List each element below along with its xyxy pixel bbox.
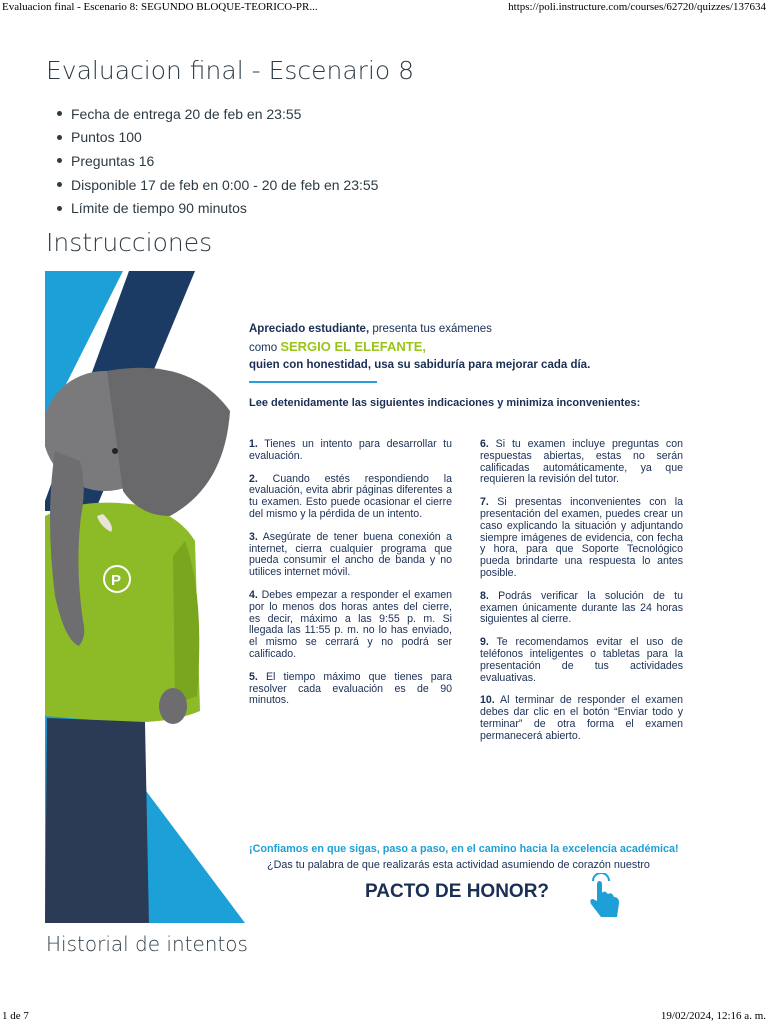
quiz-detail-points: Puntos 100 [46,126,378,150]
print-datetime: 19/02/2024, 12:16 a. m. [660,1010,766,1022]
rule-item: 3. Asegúrate de tener buena conexión a internet, cierra cualquier programa que pueda consumir el ancho de banda y no utilices internet móvil. [249,530,452,579]
print-page-title: Evaluacion final - Escenario 8: SEGUNDO BLOQUE-TEORICO-PR... [2,1,318,13]
instructions-banner [45,271,705,923]
rule-item: 4. Debes empezar a responder el examen por lo menos dos horas antes del cierre, es decir, máximo a las 9:55 p. m. Si llegada las 11:55 p. m. no lo has enviado, el mismo se cerrará y no podrá ser calificado. [249,588,452,660]
rule-item: 8. Podrás verificar la solución de tu examen únicamente durante las 24 horas siguientes al cierre. [480,589,683,626]
rule-item: 9. Te recomendamos evitar el uso de teléfonos inteligentes o tabletas para la presentación de tus actividades evaluativas. [480,636,683,684]
pointing-hand-icon [583,873,623,919]
print-url[interactable]: https://poli.instructure.com/courses/62720/quizzes/137634 [508,1,766,13]
honor-pact-title: PACTO DE HONOR? [365,881,550,902]
rules-column-right [480,439,683,754]
banner-word-text: ¿Das tu palabra de que realizarás esta actividad asumiendo de corazón nuestro [267,859,650,871]
quiz-details-list [46,102,378,220]
attempt-history-heading: Historial de intentos [46,932,248,956]
rule-item: 5. El tiempo máximo que tienes para resolver cada evaluación es de 90 minutos. [249,670,452,707]
rules-column-left [249,439,452,718]
banner-lead: Lee detenidamente las siguientes indicaciones y minimiza inconvenientes: [249,397,641,409]
quiz-detail-questions: Preguntas 16 [46,149,378,173]
banner-intro: Apreciado estudiante, presenta tus exámenes como SERGIO EL ELEFANTE, quien con honestidad, usa su sabiduría para mejorar cada día. [249,323,591,371]
elephant-mascot-icon [45,366,245,923]
rule-item: 10. Al terminar de responder el examen debes dar clic en el botón “Enviar todo y terminar” de otra forma el examen permanecerá abierto. [480,694,683,742]
banner-confidence-text: ¡Confiamos en que sigas, paso a paso, en el camino hacia la excelencia académica! [249,843,679,855]
hoodie-logo: P [111,572,122,589]
rule-item: 6. Si tu examen incluye preguntas con respuestas abiertas, estas no serán calificadas automáticamente, ya que requieren la revisión del tutor. [480,438,683,486]
rule-item: 1. Tienes un intento para desarrollar tu evaluación. [249,438,452,462]
mascot-name: SERGIO EL ELEFANTE, [280,339,427,354]
banner-divider [249,381,377,383]
rule-item: 2. Cuando estés respondiendo la evaluación, evita abrir páginas diferentes a tu examen. Esto puede ocasionar el cierre del mismo y la pérdida de un intento. [249,472,452,520]
quiz-detail-time-limit: Límite de tiempo 90 minutos [46,196,378,220]
quiz-detail-due-date: Fecha de entrega 20 de feb en 23:55 [46,102,378,126]
quiz-title: Evaluacion final - Escenario 8 [46,56,415,85]
print-header [0,1,768,17]
page-counter: 1 de 7 [2,1010,29,1022]
quiz-detail-available: Disponible 17 de feb en 0:00 - 20 de feb en 23:55 [46,173,378,197]
rule-item: 7. Si presentas inconvenientes con la presentación del examen, puedes crear un caso explicando la situación y adjuntando siempre imágenes de evidencia, con fecha y hora, para que Soporte Tecnológico pueda brindarte una respuesta lo antes posible. [480,496,683,579]
instructions-heading: Instrucciones [46,228,213,257]
